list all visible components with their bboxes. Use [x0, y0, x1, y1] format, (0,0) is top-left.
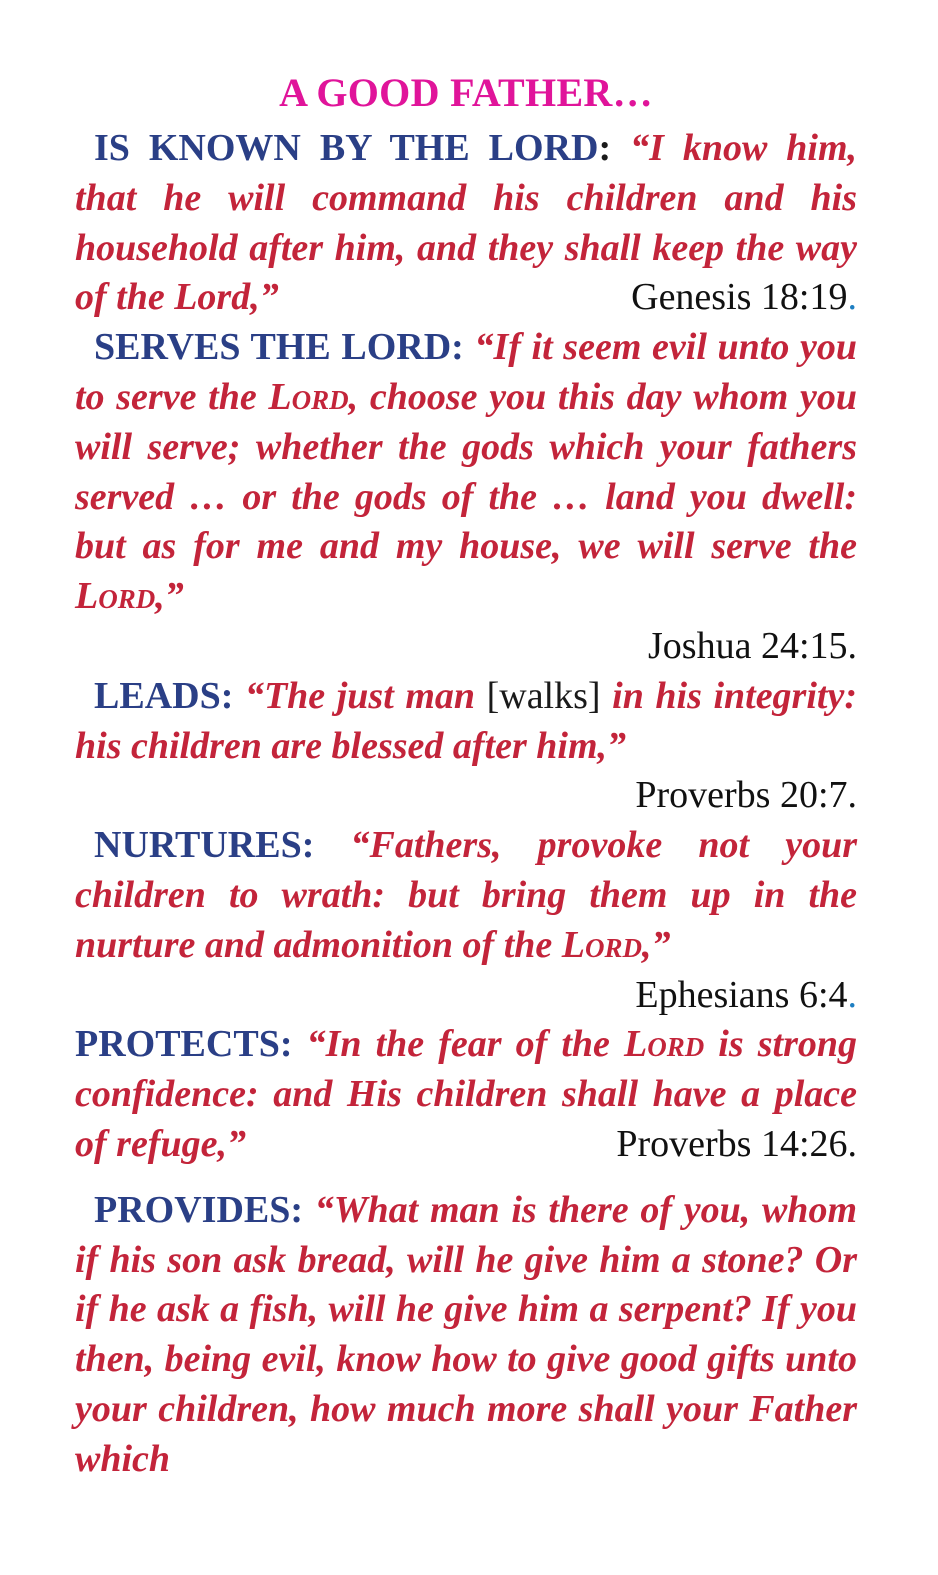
scripture-quote-lord: Lord [75, 575, 156, 618]
scripture-quote-part: ,” [155, 575, 184, 618]
scripture-quote-lord: Lord [624, 1023, 705, 1066]
bracketed-word: [walks] [486, 674, 601, 717]
scripture-quote-part: “The just man [233, 674, 487, 717]
entry-heading: PROTECTS: [75, 1023, 293, 1066]
entry-nurtures [75, 821, 857, 970]
scripture-quote-lord: Lord [561, 923, 642, 966]
scripture-quote-part: ,” [641, 923, 671, 966]
page-title: A GOOD FATHER… [279, 70, 653, 115]
scripture-reference: Proverbs 20:7. [635, 774, 857, 817]
entry-known-by-the-lord [75, 124, 857, 323]
entry-heading: NURTURES: [94, 824, 315, 867]
scripture-quote-lord: Lord [268, 375, 349, 418]
section-gap [75, 1170, 857, 1186]
entry-heading: SERVES THE LORD: [94, 326, 464, 369]
entry-serves-the-lord [75, 323, 857, 622]
scripture-reference: Joshua 24:15. [648, 624, 857, 667]
scripture-reference [75, 971, 857, 1021]
scripture-quote: “What man is there of you, whom if his son ask bread, will he give him a stone? Or if he ask a fish, will he give him a serpent? If you then, being evil, know how to give good gifts unto your children, how much more shall your Father which [75, 1188, 857, 1480]
scripture-reference-text: Genesis 18:19 [631, 276, 848, 319]
entry-separator: : [598, 127, 631, 169]
page [75, 68, 857, 1485]
entry-leads [75, 672, 857, 772]
scripture-quote: I know him, that he will command his children and his household after him, and they shall keep the way of the Lord,” [75, 127, 857, 319]
entry-heading: IS KNOWN BY THE LORD [94, 127, 599, 169]
scripture-quote-part: in his integrity: his children are blessed after him,” [75, 674, 857, 767]
scripture-reference: Proverbs 14:26. [616, 1122, 857, 1165]
entry-protects [75, 1020, 857, 1169]
reference-period: . [847, 276, 857, 319]
scripture-quote-open: “ [630, 127, 650, 169]
scripture-reference [612, 273, 857, 323]
reference-period: . [847, 973, 857, 1016]
scripture-quote-part: “If it seem evil unto you to serve the [75, 326, 857, 418]
scripture-reference-text: Ephesians 6:4 [635, 973, 848, 1016]
scripture-quote-part: “In the fear of the [292, 1023, 624, 1066]
scripture-quote-part: , choose you this day whom you will serve; whether the gods which your fathers served … or the gods of the … land you dwell: but as for me and my house, we will serve the [75, 375, 857, 568]
entry-provides [75, 1186, 857, 1485]
entry-heading: LEADS: [94, 674, 234, 717]
entry-heading: PROVIDES: [94, 1188, 304, 1231]
scripture-quote-part: is strong confidence: and His children shall have a place of refuge,” [75, 1023, 857, 1165]
scripture-quote-part: “Fathers, provoke not your children to wrath: but bring them up in the nurture and admonition of the [75, 824, 857, 966]
